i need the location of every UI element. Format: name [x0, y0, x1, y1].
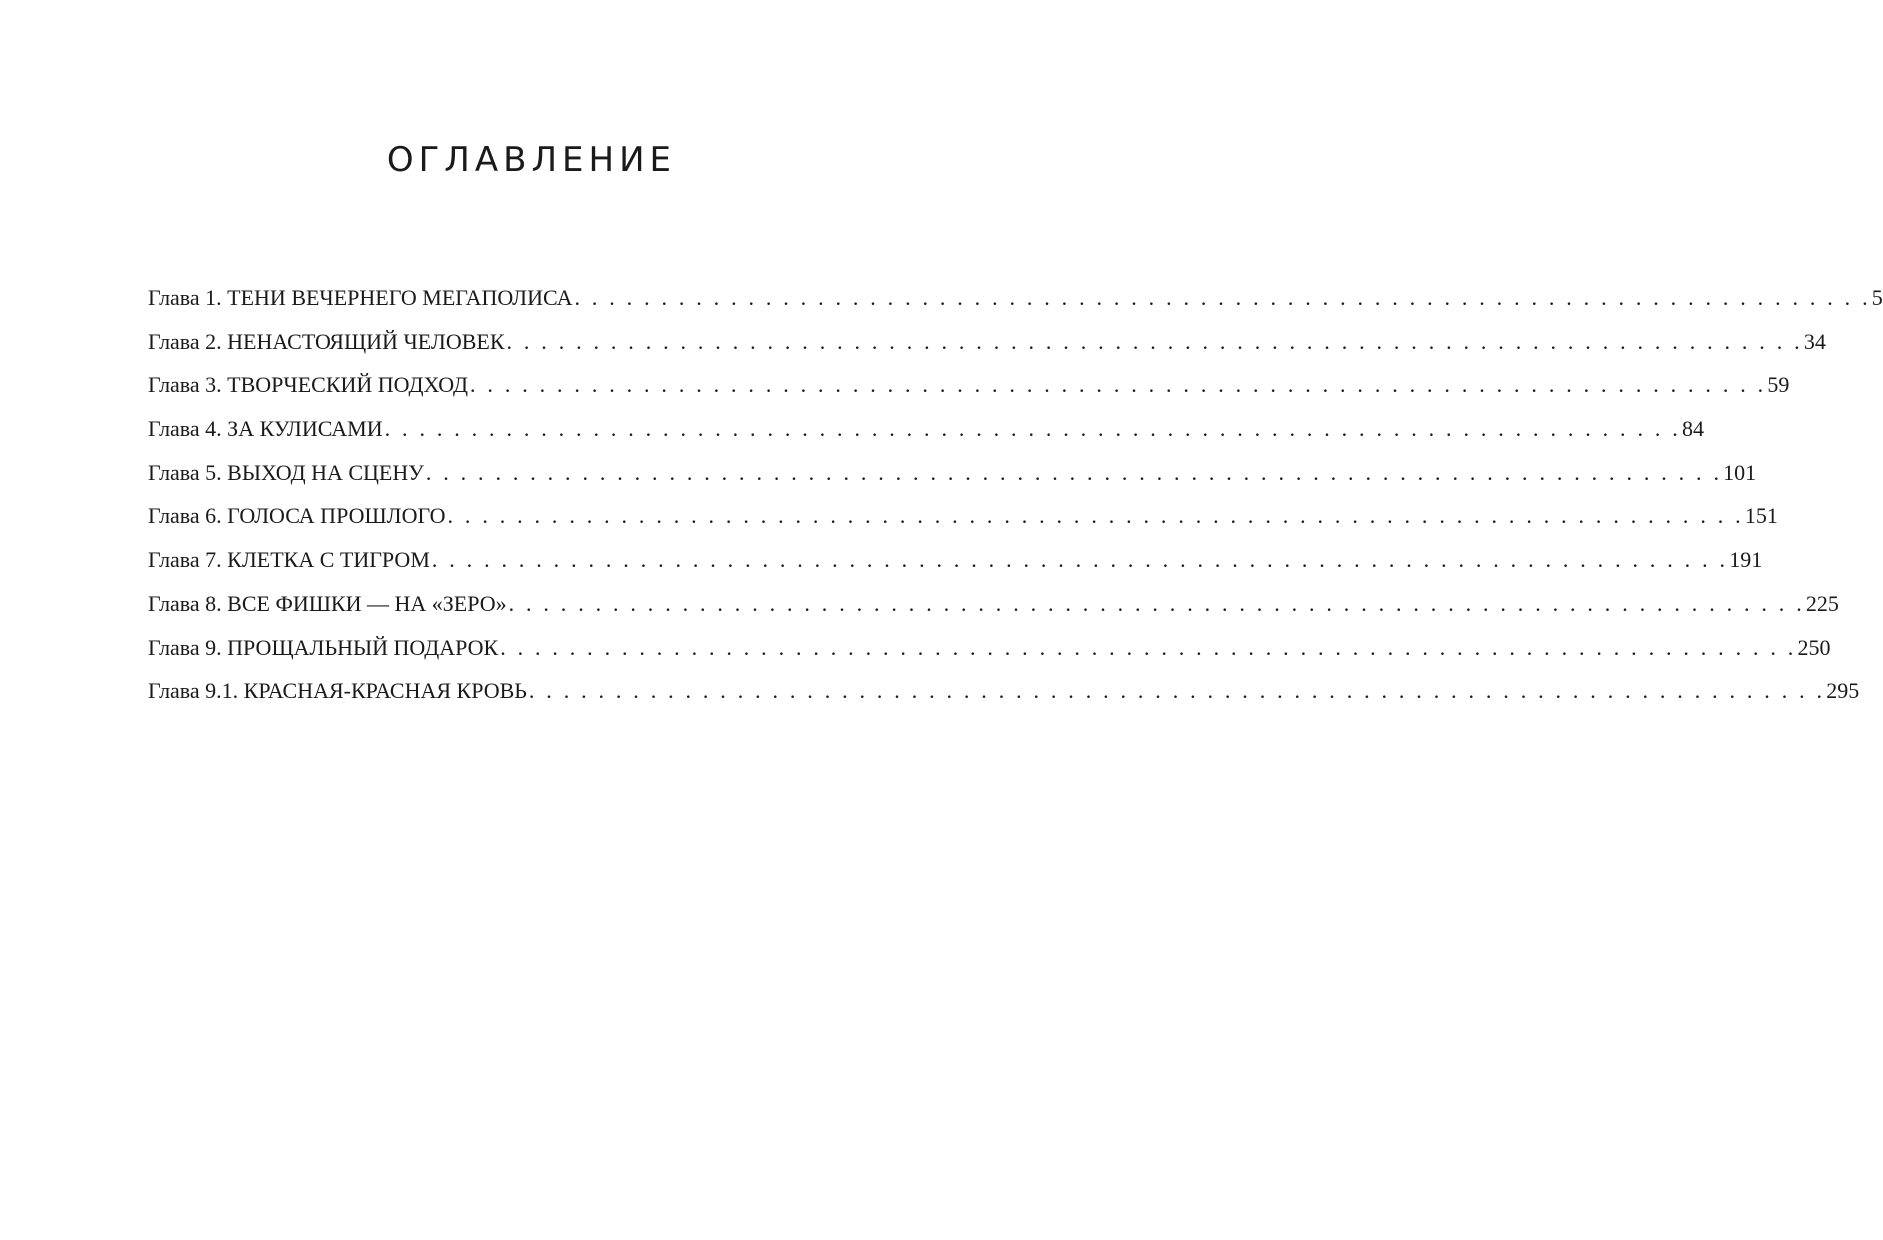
toc-entry[interactable] [148, 626, 1831, 670]
toc-entry[interactable] [148, 494, 1778, 538]
toc-dot-leader: . . . . . . . . . . . . . . . . . . . . . . . . . . . . . . . . . . . . . . . . . . . . . . . . . . . . . . . . . . . . . . . . . . . . . . . . . . . [431, 547, 1729, 573]
toc-entry-label: Глава 8. ВСЕ ФИШКИ — НА «ЗЕРО» [148, 590, 507, 616]
toc-entry-page: 34 [1803, 328, 1826, 354]
toc-entry[interactable] [148, 363, 1790, 407]
toc-dot-leader: . . . . . . . . . . . . . . . . . . . . . . . . . . . . . . . . . . . . . . . . . . . . . . . . . . . . . . . . . . . . . . . . . . . . . . . . . . . [470, 372, 1767, 398]
toc-entry-page: 225 [1805, 590, 1839, 616]
toc-entry[interactable] [148, 538, 1763, 582]
toc-dot-leader: . . . . . . . . . . . . . . . . . . . . . . . . . . . . . . . . . . . . . . . . . . . . . . . . . . . . . . . . . . . . . . . . . . . . . . . . . . . [384, 416, 1681, 442]
toc-entry-page: 84 [1681, 416, 1704, 442]
toc-entry[interactable] [148, 276, 1883, 320]
toc-entry-label: Глава 6. ГОЛОСА ПРОШЛОГО [148, 503, 446, 529]
toc-entry-page: 101 [1723, 459, 1757, 485]
table-of-contents [148, 276, 1883, 713]
toc-dot-leader: . . . . . . . . . . . . . . . . . . . . . . . . . . . . . . . . . . . . . . . . . . . . . . . . . . . . . . . . . . . . . . . . . . . . . . . . . . . [528, 678, 1826, 704]
toc-dot-leader: . . . . . . . . . . . . . . . . . . . . . . . . . . . . . . . . . . . . . . . . . . . . . . . . . . . . . . . . . . . . . . . . . . . . . . . . . . . [425, 459, 1723, 485]
toc-entry-label: Глава 7. КЛЕТКА С ТИГРОМ [148, 547, 430, 573]
toc-entry-label: Глава 2. НЕНАСТОЯЩИЙ ЧЕЛОВЕК [148, 328, 505, 354]
toc-entry-label: Глава 3. ТВОРЧЕСКИЙ ПОДХОД [148, 372, 469, 398]
toc-entry-page: 5 [1871, 285, 1883, 310]
toc-entry[interactable] [148, 582, 1839, 626]
toc-entry[interactable] [148, 451, 1757, 495]
page-title: ОГЛАВЛЕНИЕ [386, 140, 676, 180]
toc-dot-leader: . . . . . . . . . . . . . . . . . . . . . . . . . . . . . . . . . . . . . . . . . . . . . . . . . . . . . . . . . . . . . . . . . . . . . . . . . . . [506, 328, 1803, 354]
toc-entry-page: 250 [1797, 634, 1831, 660]
toc-entry-label: Глава 9. ПРОЩАЛЬНЫЙ ПОДАРОК [148, 634, 499, 660]
toc-entry-page: 59 [1767, 372, 1790, 398]
toc-dot-leader: . . . . . . . . . . . . . . . . . . . . . . . . . . . . . . . . . . . . . . . . . . . . . . . . . . . . . . . . . . . . . . . . . . . . . . . . . . . [508, 590, 1805, 616]
toc-entry-label: Глава 1. ТЕНИ ВЕЧЕРНЕГО МЕГАПОЛИСА [148, 285, 573, 310]
toc-entry[interactable] [148, 669, 1860, 713]
toc-dot-leader: . . . . . . . . . . . . . . . . . . . . . . . . . . . . . . . . . . . . . . . . . . . . . . . . . . . . . . . . . . . . . . . . . . . . . . . . . . . [447, 503, 1744, 529]
toc-dot-leader: . . . . . . . . . . . . . . . . . . . . . . . . . . . . . . . . . . . . . . . . . . . . . . . . . . . . . . . . . . . . . . . . . . . . . . . . . . . [574, 285, 1871, 310]
toc-entry-page: 191 [1729, 547, 1763, 573]
toc-dot-leader: . . . . . . . . . . . . . . . . . . . . . . . . . . . . . . . . . . . . . . . . . . . . . . . . . . . . . . . . . . . . . . . . . . . . . . . . . . . [500, 634, 1797, 660]
toc-entry-page: 151 [1744, 503, 1778, 529]
toc-entry[interactable] [148, 407, 1704, 451]
toc-entry-label: Глава 9.1. КРАСНАЯ-КРАСНАЯ КРОВЬ [148, 678, 527, 704]
toc-entry-page: 295 [1826, 678, 1860, 704]
toc-entry-label: Глава 5. ВЫХОД НА СЦЕНУ [148, 459, 424, 485]
toc-entry[interactable] [148, 320, 1826, 364]
toc-entry-label: Глава 4. ЗА КУЛИСАМИ [148, 416, 383, 442]
